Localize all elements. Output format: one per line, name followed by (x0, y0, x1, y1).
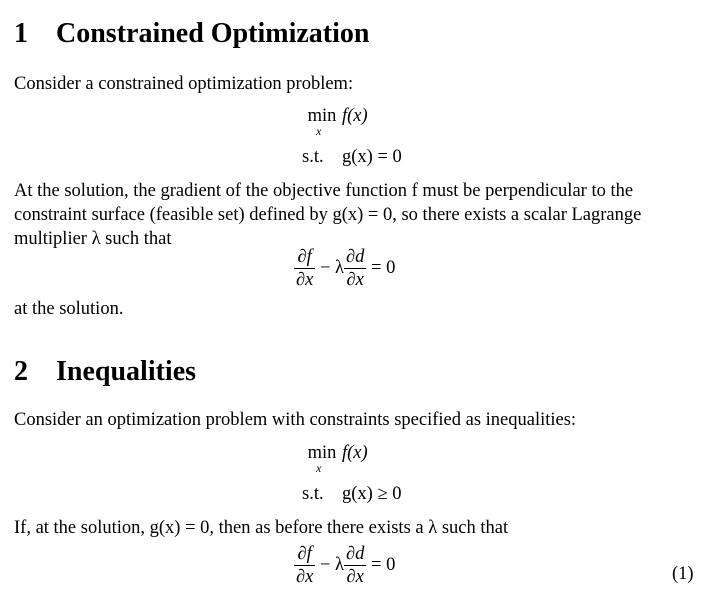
section-2-min-operator: min (307, 443, 337, 463)
section-1-min-subscript: x (316, 124, 322, 138)
section-1-body-line-1: At the solution, the gradient of the objective function f must be perpendicular to the (14, 181, 634, 201)
section-1-number: 1 (14, 18, 28, 49)
section-2-title: Inequalities (56, 356, 197, 387)
section-1-closing: at the solution. (14, 299, 124, 319)
section-2-heading (14, 356, 196, 388)
section-2-body-line-1: If, at the solution, g(x) = 0, then as before there exists a λ such that (14, 518, 509, 538)
section-2-minus-lambda: − λ (319, 554, 345, 575)
section-2-frac-dd-dx: $\frac{\partial d}{\partial x}$ (346, 544, 365, 587)
section-1-title: Constrained Optimization (56, 18, 370, 49)
section-2-intro: Consider an optimization problem with constraints specified as inequalities: (14, 410, 577, 430)
section-1-gradient-equation (294, 246, 395, 291)
section-1-st-label: s.t. (302, 147, 324, 167)
section-2-min-subscript: x (316, 461, 322, 475)
section-1-heading (14, 18, 369, 50)
section-2-rhs: = 0 (371, 554, 396, 575)
section-1-minus-lambda: − λ (319, 257, 345, 278)
section-2-frac-df-dx: $\frac{\partial f}{\partial x}$ (296, 544, 314, 587)
section-1-body-line-3: multiplier λ such that (14, 229, 172, 249)
section-1-frac-dd-dx: $\frac{\partial d}{\partial x}$ (346, 247, 365, 290)
section-1-min-operator: min (307, 106, 337, 126)
section-1-body-line-2: constraint surface (feasible set) defined by g(x) = 0, so there exists a scalar Lagrange (14, 205, 642, 225)
section-2-st-label: s.t. (302, 484, 324, 504)
section-2-constraint: g(x) ≥ 0 (342, 484, 402, 504)
section-1-intro: Consider a constrained optimization problem: (14, 74, 354, 94)
equation-number: (1) (672, 564, 694, 584)
section-2-gradient-equation (294, 543, 395, 588)
section-1-rhs: = 0 (371, 257, 396, 278)
section-1-frac-df-dx: $\frac{\partial f}{\partial x}$ (296, 247, 314, 290)
section-2-objective: f(x) (342, 443, 368, 463)
section-1-constraint: g(x) = 0 (342, 147, 402, 167)
section-1-objective: f(x) (342, 106, 368, 126)
section-2-number: 2 (14, 356, 28, 387)
